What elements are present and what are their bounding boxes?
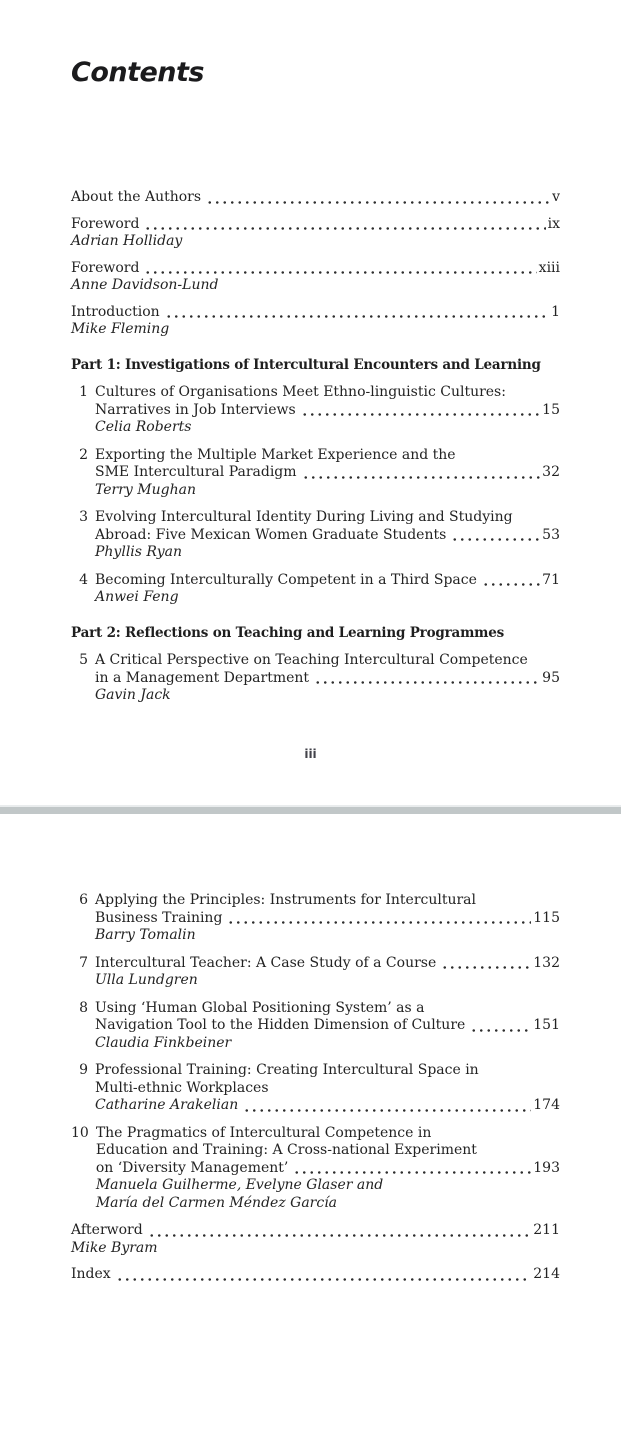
entry-page-number: 132: [533, 954, 560, 971]
toc-list-page-1: [71, 189, 560, 705]
entry-author: Mike Fleming: [71, 321, 170, 337]
chapter-title-line: Multi-ethnic Workplaces: [95, 1079, 269, 1096]
chapter-title-line: A Critical Perspective on Teaching Intercultural Competence: [95, 652, 528, 668]
entry-page-number: 95: [542, 669, 560, 686]
chapter-number: 8: [79, 999, 88, 1016]
toc-entry-chapter-8: [71, 1000, 560, 1053]
entry-author: Barry Tomalin: [95, 927, 196, 943]
toc-entry-afterword: [71, 1222, 560, 1257]
entry-author: Mike Byram: [71, 1239, 158, 1256]
entry-title: Afterword: [71, 1222, 143, 1238]
entry-page-number: 115: [533, 909, 560, 926]
entry-page-number: 1: [551, 303, 560, 320]
chapter-number: 3: [79, 509, 88, 525]
part-2-heading: Part 2: Reflections on Teaching and Learning Programmes: [71, 624, 505, 641]
dot-leader: [206, 201, 550, 204]
entry-page-number: 32: [542, 464, 560, 480]
chapter-title-line: Exporting the Multiple Market Experience and the: [95, 446, 456, 463]
entry-author: Adrian Holliday: [71, 233, 183, 249]
entry-page-number: 71: [542, 571, 560, 588]
toc-entry-chapter-6: [71, 892, 560, 945]
dot-leader: [451, 538, 540, 541]
toc-entry-chapter-3: [71, 509, 560, 562]
chapter-title-line: Professional Training: Creating Intercultural Space in: [95, 1062, 479, 1078]
entry-page-number: v: [552, 189, 560, 205]
dot-leader: [148, 1234, 532, 1237]
entry-title: Index: [71, 1266, 111, 1282]
entry-author: Catharine Arakelian: [95, 1097, 239, 1113]
entry-page-number: 174: [533, 1097, 560, 1113]
entry-title: Foreword: [71, 259, 140, 276]
chapter-title-line: Navigation Tool to the Hidden Dimension of Culture: [95, 1017, 466, 1033]
page-number-folio: iii: [304, 747, 317, 761]
chapter-title-line: Using ‘Human Global Positioning System’ as a: [95, 999, 425, 1016]
chapter-title-line: on ‘Diversity Management’: [95, 1159, 289, 1176]
toc-entry-chapter-1: [71, 384, 560, 437]
chapter-title-line: Intercultural Teacher: A Case Study of a Course: [95, 954, 437, 971]
entry-title: Introduction: [71, 303, 160, 320]
page-title: Contents: [71, 57, 205, 88]
entry-page-number: 15: [542, 401, 560, 418]
entry-page-number: ix: [547, 215, 560, 232]
chapter-title-line: The Pragmatics of Intercultural Competence in: [95, 1124, 432, 1141]
chapter-number: 7: [79, 954, 88, 971]
entry-author: Anwei Feng: [95, 589, 179, 605]
entry-page-number: 151: [533, 1017, 560, 1033]
entry-author: Phyllis Ryan: [95, 544, 182, 560]
entry-author: María del Carmen Méndez García: [95, 1194, 338, 1211]
dot-leader: [165, 315, 549, 318]
part-1-heading: Part 1: Investigations of Intercultural Encounters and Learning: [71, 356, 541, 373]
chapter-title-line: Narratives in Job Interviews: [95, 401, 296, 418]
toc-entry-index: [71, 1266, 560, 1284]
toc-list-page-2: [71, 892, 560, 1284]
chapter-title-line: Cultures of Organisations Meet Ethno-linguistic Cultures:: [95, 384, 506, 400]
toc-entry-chapter-4: [71, 572, 560, 607]
entry-page-number: 193: [533, 1159, 560, 1176]
toc-entry-chapter-7: [71, 955, 560, 990]
toc-entry-chapter-9: [71, 1062, 560, 1115]
chapter-number: 6: [79, 892, 88, 908]
dot-leader: [293, 1171, 531, 1174]
chapter-number: 1: [79, 384, 88, 400]
dot-leader: [482, 583, 540, 586]
chapter-number: 4: [79, 571, 88, 588]
entry-author: Gavin Jack: [95, 687, 171, 703]
toc-entry-foreword-2: [71, 260, 560, 295]
entry-page-number: 211: [533, 1222, 560, 1238]
entry-author: Terry Mughan: [95, 481, 196, 498]
toc-entry-chapter-10: [71, 1125, 560, 1213]
chapter-title-line: Business Training: [95, 909, 223, 926]
dot-leader: [243, 1109, 531, 1112]
entry-title: Foreword: [71, 215, 140, 232]
chapter-title-line: Becoming Interculturally Competent in a Third Space: [95, 571, 477, 588]
chapter-number: 2: [79, 446, 88, 463]
toc-entry-chapter-2: [71, 447, 560, 500]
chapter-title-line: Abroad: Five Mexican Women Graduate Students: [95, 526, 447, 543]
chapter-title-line: Evolving Intercultural Identity During Living and Studying: [95, 509, 513, 525]
dot-leader: [441, 966, 531, 969]
entry-title: About the Authors: [71, 189, 202, 205]
dot-leader: [314, 681, 540, 684]
dot-leader: [144, 227, 545, 230]
entry-author: Ulla Lundgren: [95, 972, 198, 988]
entry-page-number: 214: [533, 1266, 560, 1282]
entry-page-number: xiii: [538, 259, 560, 276]
entry-author: Manuela Guilherme, Evelyne Glaser and: [95, 1177, 384, 1193]
chapter-title-line: in a Management Department: [95, 669, 310, 686]
dot-leader: [301, 413, 541, 416]
entry-author: Claudia Finkbeiner: [95, 1034, 232, 1051]
chapter-title-line: SME Intercultural Paradigm: [95, 464, 297, 480]
toc-entry-foreword-1: [71, 216, 560, 251]
page-divider: [0, 805, 621, 814]
dot-leader: [144, 271, 536, 274]
chapter-number: 9: [79, 1062, 88, 1078]
entry-page-number: 53: [542, 526, 560, 543]
dot-leader: [470, 1029, 531, 1032]
toc-entry-chapter-5: [71, 652, 560, 705]
dot-leader: [116, 1278, 532, 1281]
entry-author: Anne Davidson-Lund: [71, 277, 219, 293]
chapter-number: 5: [79, 652, 88, 668]
chapter-title-line: Applying the Principles: Instruments for Intercultural: [95, 892, 477, 908]
dot-leader: [302, 476, 541, 479]
toc-entry-about-authors: [71, 189, 560, 207]
chapter-title-line: Education and Training: A Cross-national Experiment: [95, 1142, 477, 1158]
toc-entry-introduction: [71, 304, 560, 339]
chapter-number: 10: [71, 1124, 89, 1141]
entry-author: Celia Roberts: [95, 419, 192, 435]
toc-page-2: [0, 814, 621, 1453]
dot-leader: [227, 921, 531, 924]
